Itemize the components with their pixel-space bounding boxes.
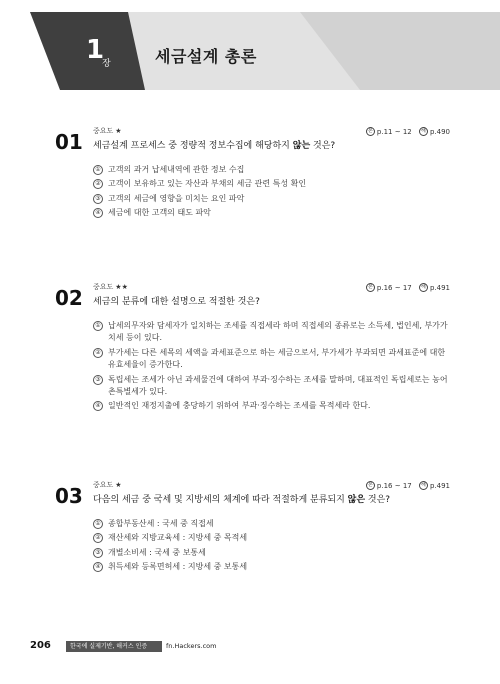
- book-icon: 본: [366, 283, 375, 292]
- importance-label: 중요도 ★★: [93, 283, 128, 291]
- chapter-number: 1: [86, 35, 105, 65]
- reference-pages: 본 p.11 ~ 12 해 p.490: [361, 126, 450, 136]
- book-icon: 본: [366, 127, 375, 136]
- book-icon: 본: [366, 481, 375, 490]
- option-4[interactable]: ④ 취득세와 등록면허세 : 지방세 중 보통세: [93, 561, 423, 573]
- reference-pages: 본 p.16 ~ 17 해 p.491: [361, 282, 450, 292]
- page-number: 206: [30, 640, 51, 651]
- question-number: 03: [55, 484, 83, 508]
- site-link[interactable]: fn.Hackers.com: [166, 642, 217, 650]
- importance-stars: ★: [115, 127, 122, 135]
- importance-label: 중요도 ★: [93, 127, 122, 135]
- chapter-header: [0, 0, 500, 95]
- answer-icon: 해: [419, 283, 428, 292]
- option-list: [93, 320, 450, 415]
- option-2[interactable]: ② 부가세는 다른 세목의 세액을 과세표준으로 하는 세금으로서, 부가세가 부과되면 과세표준에 대한 유효세율이 증가한다.: [93, 347, 450, 372]
- reference-pages: 본 p.16 ~ 17 해 p.491: [361, 480, 450, 490]
- chapter-word: 장: [102, 59, 111, 69]
- answer-icon: 해: [419, 481, 428, 490]
- question-number: 01: [55, 130, 83, 154]
- importance-label: 중요도 ★: [93, 481, 122, 489]
- option-3[interactable]: ③ 독립세는 조세가 아닌 과세물건에 대하여 부과·징수하는 조세를 말하며, 대표적인 독립세로는 농어촌특별세가 있다.: [93, 374, 450, 399]
- option-4[interactable]: ④ 세금에 대한 고객의 태도 파악: [93, 207, 423, 219]
- page-footer: [30, 640, 470, 654]
- importance-stars: ★: [115, 481, 122, 489]
- option-list: [93, 518, 423, 576]
- option-3[interactable]: ③ 고객의 세금에 영향을 미치는 요인 파악: [93, 193, 423, 205]
- option-1[interactable]: ① 납세의무자와 담세자가 일치하는 조세를 직접세라 하며 직접세의 종류로는 소득세, 법인세, 부가가치세 등이 있다.: [93, 320, 450, 345]
- option-1[interactable]: ① 종합부동산세 : 국세 중 직접세: [93, 518, 423, 530]
- book-tag: 한국에 실제기반, 해커스 인증: [66, 641, 162, 652]
- option-list: [93, 164, 423, 222]
- question-text: 세금의 분류에 대한 설명으로 적절한 것은?: [93, 297, 260, 307]
- option-2[interactable]: ② 고객이 보유하고 있는 자산과 부채의 세금 관련 특성 확인: [93, 178, 423, 190]
- option-3[interactable]: ③ 개별소비세 : 국세 중 보통세: [93, 547, 423, 559]
- question-text: 세금설계 프로세스 중 정량적 정보수집에 해당하지 않는 것은?: [93, 141, 336, 151]
- option-2[interactable]: ② 재산세와 지방교육세 : 지방세 중 목적세: [93, 532, 423, 544]
- chapter-title: 세금설계 총론: [155, 47, 257, 66]
- importance-stars: ★★: [115, 283, 128, 291]
- answer-icon: 해: [419, 127, 428, 136]
- question-text: 다음의 세금 중 국세 및 지방세의 체계에 따라 적절하게 분류되지 않은 것은?: [93, 495, 391, 505]
- question-number: 02: [55, 286, 83, 310]
- option-1[interactable]: ① 고객의 과거 납세내역에 관한 정보 수집: [93, 164, 423, 176]
- option-4[interactable]: ④ 일반적인 재정지출에 충당하기 위하여 부과·징수하는 조세를 목적세라 한다.: [93, 400, 450, 412]
